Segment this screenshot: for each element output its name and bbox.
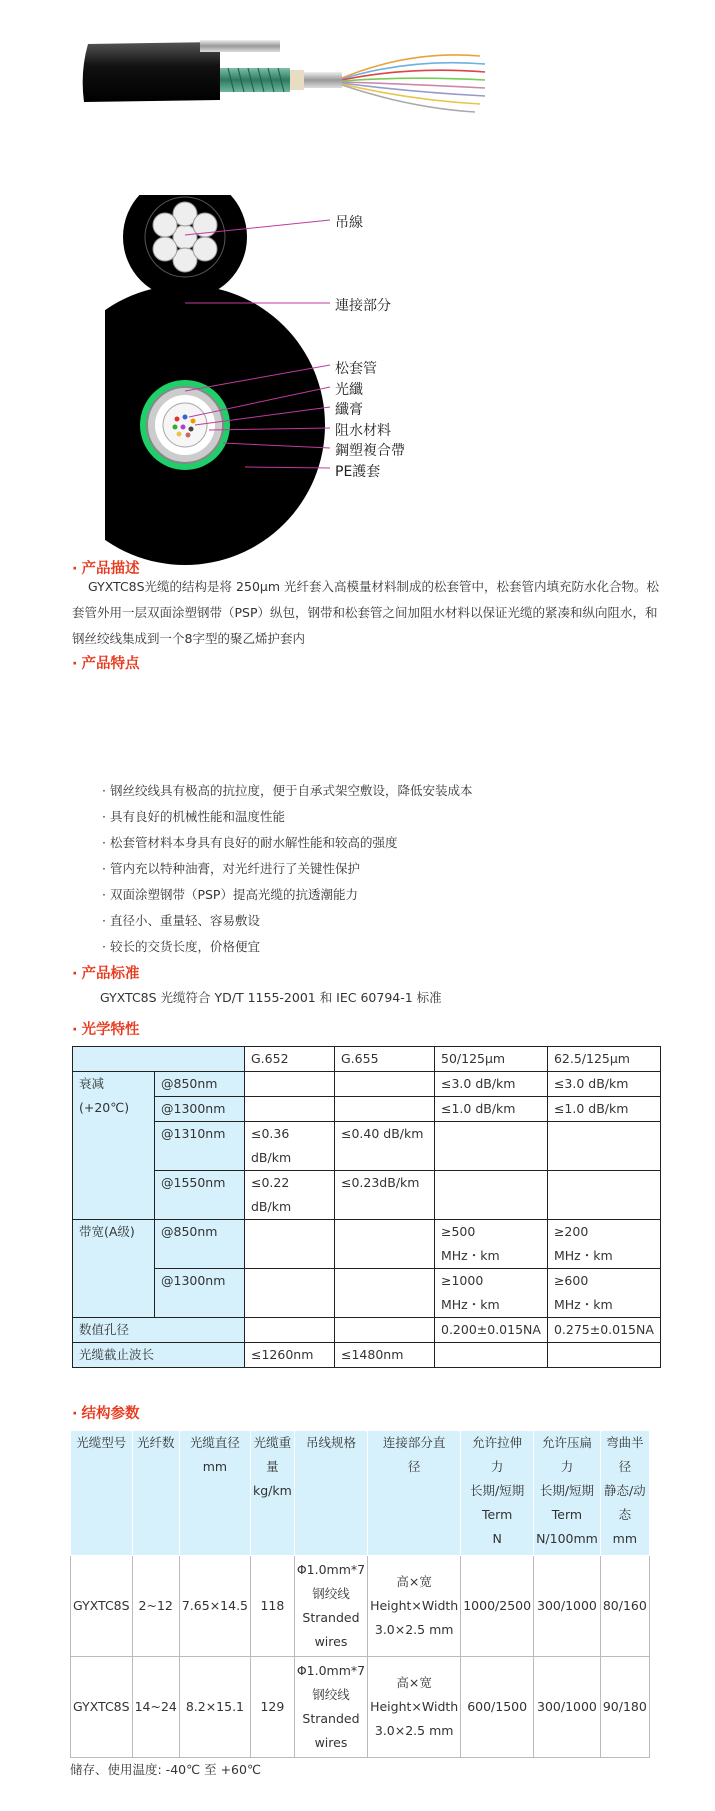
standard-text: GYXTC8S 光缆符合 YD/T 1155-2001 和 IEC 60794-1 标准 (100, 990, 442, 1005)
table-cell: 90/180 (600, 1657, 649, 1758)
description-paragraph: GYXTC8S光缆的结构是将 250μm 光纤套入高模量材料制成的松套管中，松套管内填充防水化合物。松套管外用一层双面涂塑钢带（PSP）纵包，钢带和松套管之间加阻水材料以保证光缆的紧凑和纵向阻水，和钢丝绞线集成到一个8字型的聚乙烯护套内 (72, 579, 659, 646)
features-list (102, 778, 472, 960)
table-cell: @850nm (155, 1220, 245, 1269)
label-fiber-gel: 纖膏 (335, 402, 363, 418)
table-header: 光缆型号 (71, 1431, 133, 1556)
cable-cross-section-diagram (105, 195, 505, 575)
table-cell: 80/160 (600, 1556, 649, 1657)
table-cell: ≤1.0 dB/km (547, 1097, 660, 1122)
section-title-optical: · 光学特性 (72, 1022, 140, 1038)
cable-side-view-illustration (80, 30, 560, 120)
table-row (71, 1657, 650, 1758)
table-header: 50/125μm (435, 1047, 548, 1072)
section-title-standard: · 产品标准 (72, 966, 140, 982)
table-cell: @850nm (155, 1072, 245, 1097)
list-item: · 直径小、重量轻、容易敷设 (102, 913, 260, 928)
table-cell: 数值孔径 (73, 1318, 245, 1343)
optical-characteristics-table (72, 1046, 661, 1368)
list-item: · 钢丝绞线具有极高的抗拉度，便于自承式架空敷设，降低安装成本 (102, 783, 473, 798)
table-header: 62.5/125μm (547, 1047, 660, 1072)
table-cell: ≤0.40 dB/km (335, 1122, 435, 1171)
label-connection-part: 連接部分 (335, 298, 391, 314)
table-cell: ≤1.0 dB/km (435, 1097, 548, 1122)
table-cell: @1300nm (155, 1269, 245, 1318)
table-cell: 0.200±0.015NA (435, 1318, 548, 1343)
table-cell: 光缆截止波长 (73, 1343, 245, 1368)
label-loose-tube: 松套管 (335, 361, 377, 377)
attenuation-label: 衰减 (+20℃) (73, 1072, 155, 1220)
table-cell: 300/1000 (534, 1556, 601, 1657)
table-cell: 7.65×14.5 (179, 1556, 250, 1657)
table-cell: 600/1500 (461, 1657, 534, 1758)
table-cell: ≤0.22 dB/km (245, 1171, 335, 1220)
list-item: · 较长的交货长度，价格便宜 (102, 939, 260, 954)
table-header: 连接部分直 径 (368, 1431, 461, 1556)
table-header: 弯曲半 径 静态/动 态 mm (600, 1431, 649, 1556)
list-item: · 松套管材料本身具有良好的耐水解性能和较高的强度 (102, 835, 398, 850)
label-pe-sheath: PE護套 (335, 464, 381, 480)
table-header: 光纤数 (132, 1431, 179, 1556)
table-header: G.652 (245, 1047, 335, 1072)
table-cell: ≤1480nm (335, 1343, 435, 1368)
storage-temperature-note: 储存、使用温度: -40℃ 至 +60℃ (70, 1762, 262, 1777)
section-title-description: · 产品描述 (72, 561, 140, 577)
table-cell: ≤0.36 dB/km (245, 1122, 335, 1171)
table-cell: @1310nm (155, 1122, 245, 1171)
table-cell: ≥200 MHz・km (547, 1220, 660, 1269)
section-title-features: · 产品特点 (72, 656, 140, 672)
table-cell: 129 (251, 1657, 295, 1758)
table-row (71, 1556, 650, 1657)
table-cell: 高×宽 Height×Width 3.0×2.5 mm (368, 1657, 461, 1758)
label-fiber: 光纖 (335, 382, 363, 398)
table-cell: 0.275±0.015NA (547, 1318, 660, 1343)
table-header: 光缆重 量 kg/km (251, 1431, 295, 1556)
table-cell: ≤3.0 dB/km (435, 1072, 548, 1097)
table-cell: 300/1000 (534, 1657, 601, 1758)
table-header: 允许压扁 力 长期/短期 Term N/100mm (534, 1431, 601, 1556)
table-cell: Φ1.0mm*7 钢绞线 Stranded wires (294, 1556, 367, 1657)
table-cell: Φ1.0mm*7 钢绞线 Stranded wires (294, 1657, 367, 1758)
table-cell: GYXTC8S (71, 1556, 133, 1657)
section-title-structure: · 结构参数 (72, 1406, 140, 1422)
table-cell: ≥1000 MHz・km (435, 1269, 548, 1318)
label-steel-tape: 鋼塑複合帶 (335, 443, 405, 459)
table-cell: 14~24 (132, 1657, 179, 1758)
table-cell: ≥500 MHz・km (435, 1220, 548, 1269)
list-item: · 具有良好的机械性能和温度性能 (102, 809, 285, 824)
table-cell: 1000/2500 (461, 1556, 534, 1657)
structure-parameters-table (70, 1430, 650, 1758)
table-cell: @1550nm (155, 1171, 245, 1220)
table-cell: ≤3.0 dB/km (547, 1072, 660, 1097)
label-messenger-wire: 吊線 (335, 215, 363, 231)
table-cell: GYXTC8S (71, 1657, 133, 1758)
table-cell: ≤1260nm (245, 1343, 335, 1368)
table-header: 吊线规格 (294, 1431, 367, 1556)
table-cell (73, 1047, 245, 1072)
table-header: 光缆直径 mm (179, 1431, 250, 1556)
bandwidth-label: 带宽(A级) (73, 1220, 155, 1318)
table-header: G.655 (335, 1047, 435, 1072)
label-water-blocking: 阻水材料 (335, 423, 391, 439)
table-cell: @1300nm (155, 1097, 245, 1122)
table-cell: 2~12 (132, 1556, 179, 1657)
table-cell: ≤0.23dB/km (335, 1171, 435, 1220)
list-item: · 管内充以特种油膏，对光纤进行了关键性保护 (102, 861, 360, 876)
table-cell: ≥600 MHz・km (547, 1269, 660, 1318)
table-header: 允许拉伸 力 长期/短期 Term N (461, 1431, 534, 1556)
list-item: · 双面涂塑钢带（PSP）提高光缆的抗透潮能力 (102, 887, 358, 902)
table-cell: 118 (251, 1556, 295, 1657)
table-cell: 8.2×15.1 (179, 1657, 250, 1758)
table-cell: 高×宽 Height×Width 3.0×2.5 mm (368, 1556, 461, 1657)
